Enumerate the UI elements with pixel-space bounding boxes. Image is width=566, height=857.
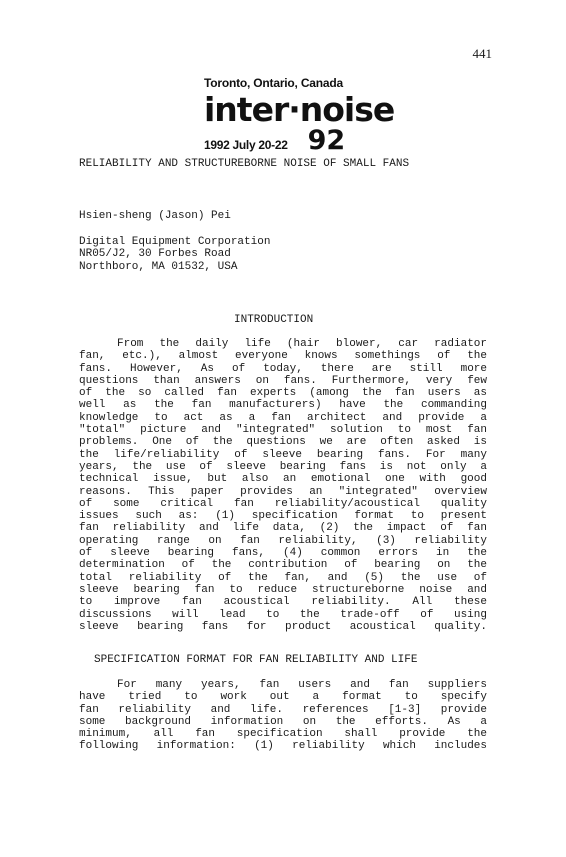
affiliation-line: Digital Equipment Corporation — [79, 236, 271, 248]
body-line: technical issue, but also an emotional one with good — [79, 473, 487, 486]
page-number: 441 — [472, 46, 492, 61]
affiliation-line: NR05/J2, 30 Forbes Road — [79, 248, 231, 261]
body-line: "total" picture and "integrated" solution to most fan — [79, 424, 487, 437]
author-name: Hsien-sheng (Jason) Pei — [79, 210, 231, 222]
body-line: operating range on fan reliability, (3) reliability — [79, 534, 487, 547]
conference-location: Toronto, Ontario, Canada — [204, 76, 343, 90]
conference-logo: inter·noise — [204, 90, 395, 129]
conference-date-row — [204, 125, 374, 156]
body-line: of sleeve bearing fans, (4) common errors in the — [79, 547, 487, 560]
author-affiliation — [79, 236, 270, 273]
body-line: determination of the contribution of bearing on the — [79, 559, 487, 572]
body-line: of the so called fan experts (among the fan users as — [79, 387, 487, 400]
body-line: knowledge to act as a fan architect and provide a — [79, 411, 487, 424]
affiliation-line: Northboro, MA 01532, USA — [79, 260, 238, 273]
introduction-heading: INTRODUCTION — [234, 314, 314, 326]
body-line: some background information on the efforts. As a — [79, 715, 487, 728]
conference-masthead — [204, 76, 395, 156]
body-line: fans. However, As of today, there are still more — [79, 362, 487, 375]
body-line: reasons. This paper provides an "integrated" overview — [79, 485, 487, 498]
body-line: minimum, all fan specification shall provide the — [79, 728, 487, 741]
body-line: sleeve bearing fans for product acoustical quality. — [79, 620, 487, 633]
body-line: From the daily life (hair blower, car radiator — [117, 338, 487, 350]
body-line: fan reliability and life data, (2) the impact of fan — [79, 522, 487, 535]
body-line: questions than answers on fans. Furthermore, very few — [79, 374, 487, 387]
body-line: to improve fan acoustical reliability. All these — [79, 596, 487, 609]
body-line: years, the use of sleeve bearing fans is not only a — [79, 460, 487, 473]
body-line: the life/reliability of sleeve bearing fans. For many — [79, 448, 487, 461]
paper-title: RELIABILITY AND STRUCTUREBORNE NOISE OF SMALL FANS — [79, 158, 410, 170]
body-line: problems. One of the questions we are often asked is — [79, 436, 487, 449]
body-line: of some critical fan reliability/acoustical quality — [79, 497, 487, 510]
body-line: issues such as: (1) specification format to present — [79, 510, 487, 523]
introduction-body — [79, 338, 487, 633]
conference-year: 92 — [307, 125, 346, 156]
body-line: discussions will lead to the trade-off of using — [79, 608, 487, 621]
body-line: fan reliability and life. references [1-3] provide — [79, 703, 487, 716]
conference-date: 1992 July 20-22 — [204, 138, 288, 152]
body-line: have tried to work out a format to specify — [79, 691, 487, 704]
body-line: following information: (1) reliability which includes — [79, 740, 487, 753]
body-line: well as the fan manufacturers) have the commanding — [79, 399, 487, 412]
body-line: total reliability of the fan, and (5) the use of — [79, 571, 487, 584]
body-line: fan, etc.), almost everyone knows somethings of the — [79, 350, 487, 363]
specification-body — [79, 679, 487, 753]
body-line: For many years, fan users and fan suppliers — [117, 679, 487, 691]
specification-heading: SPECIFICATION FORMAT FOR FAN RELIABILITY AND LIFE — [94, 654, 418, 666]
body-line: sleeve bearing fan to reduce structureborne noise and — [79, 583, 487, 596]
